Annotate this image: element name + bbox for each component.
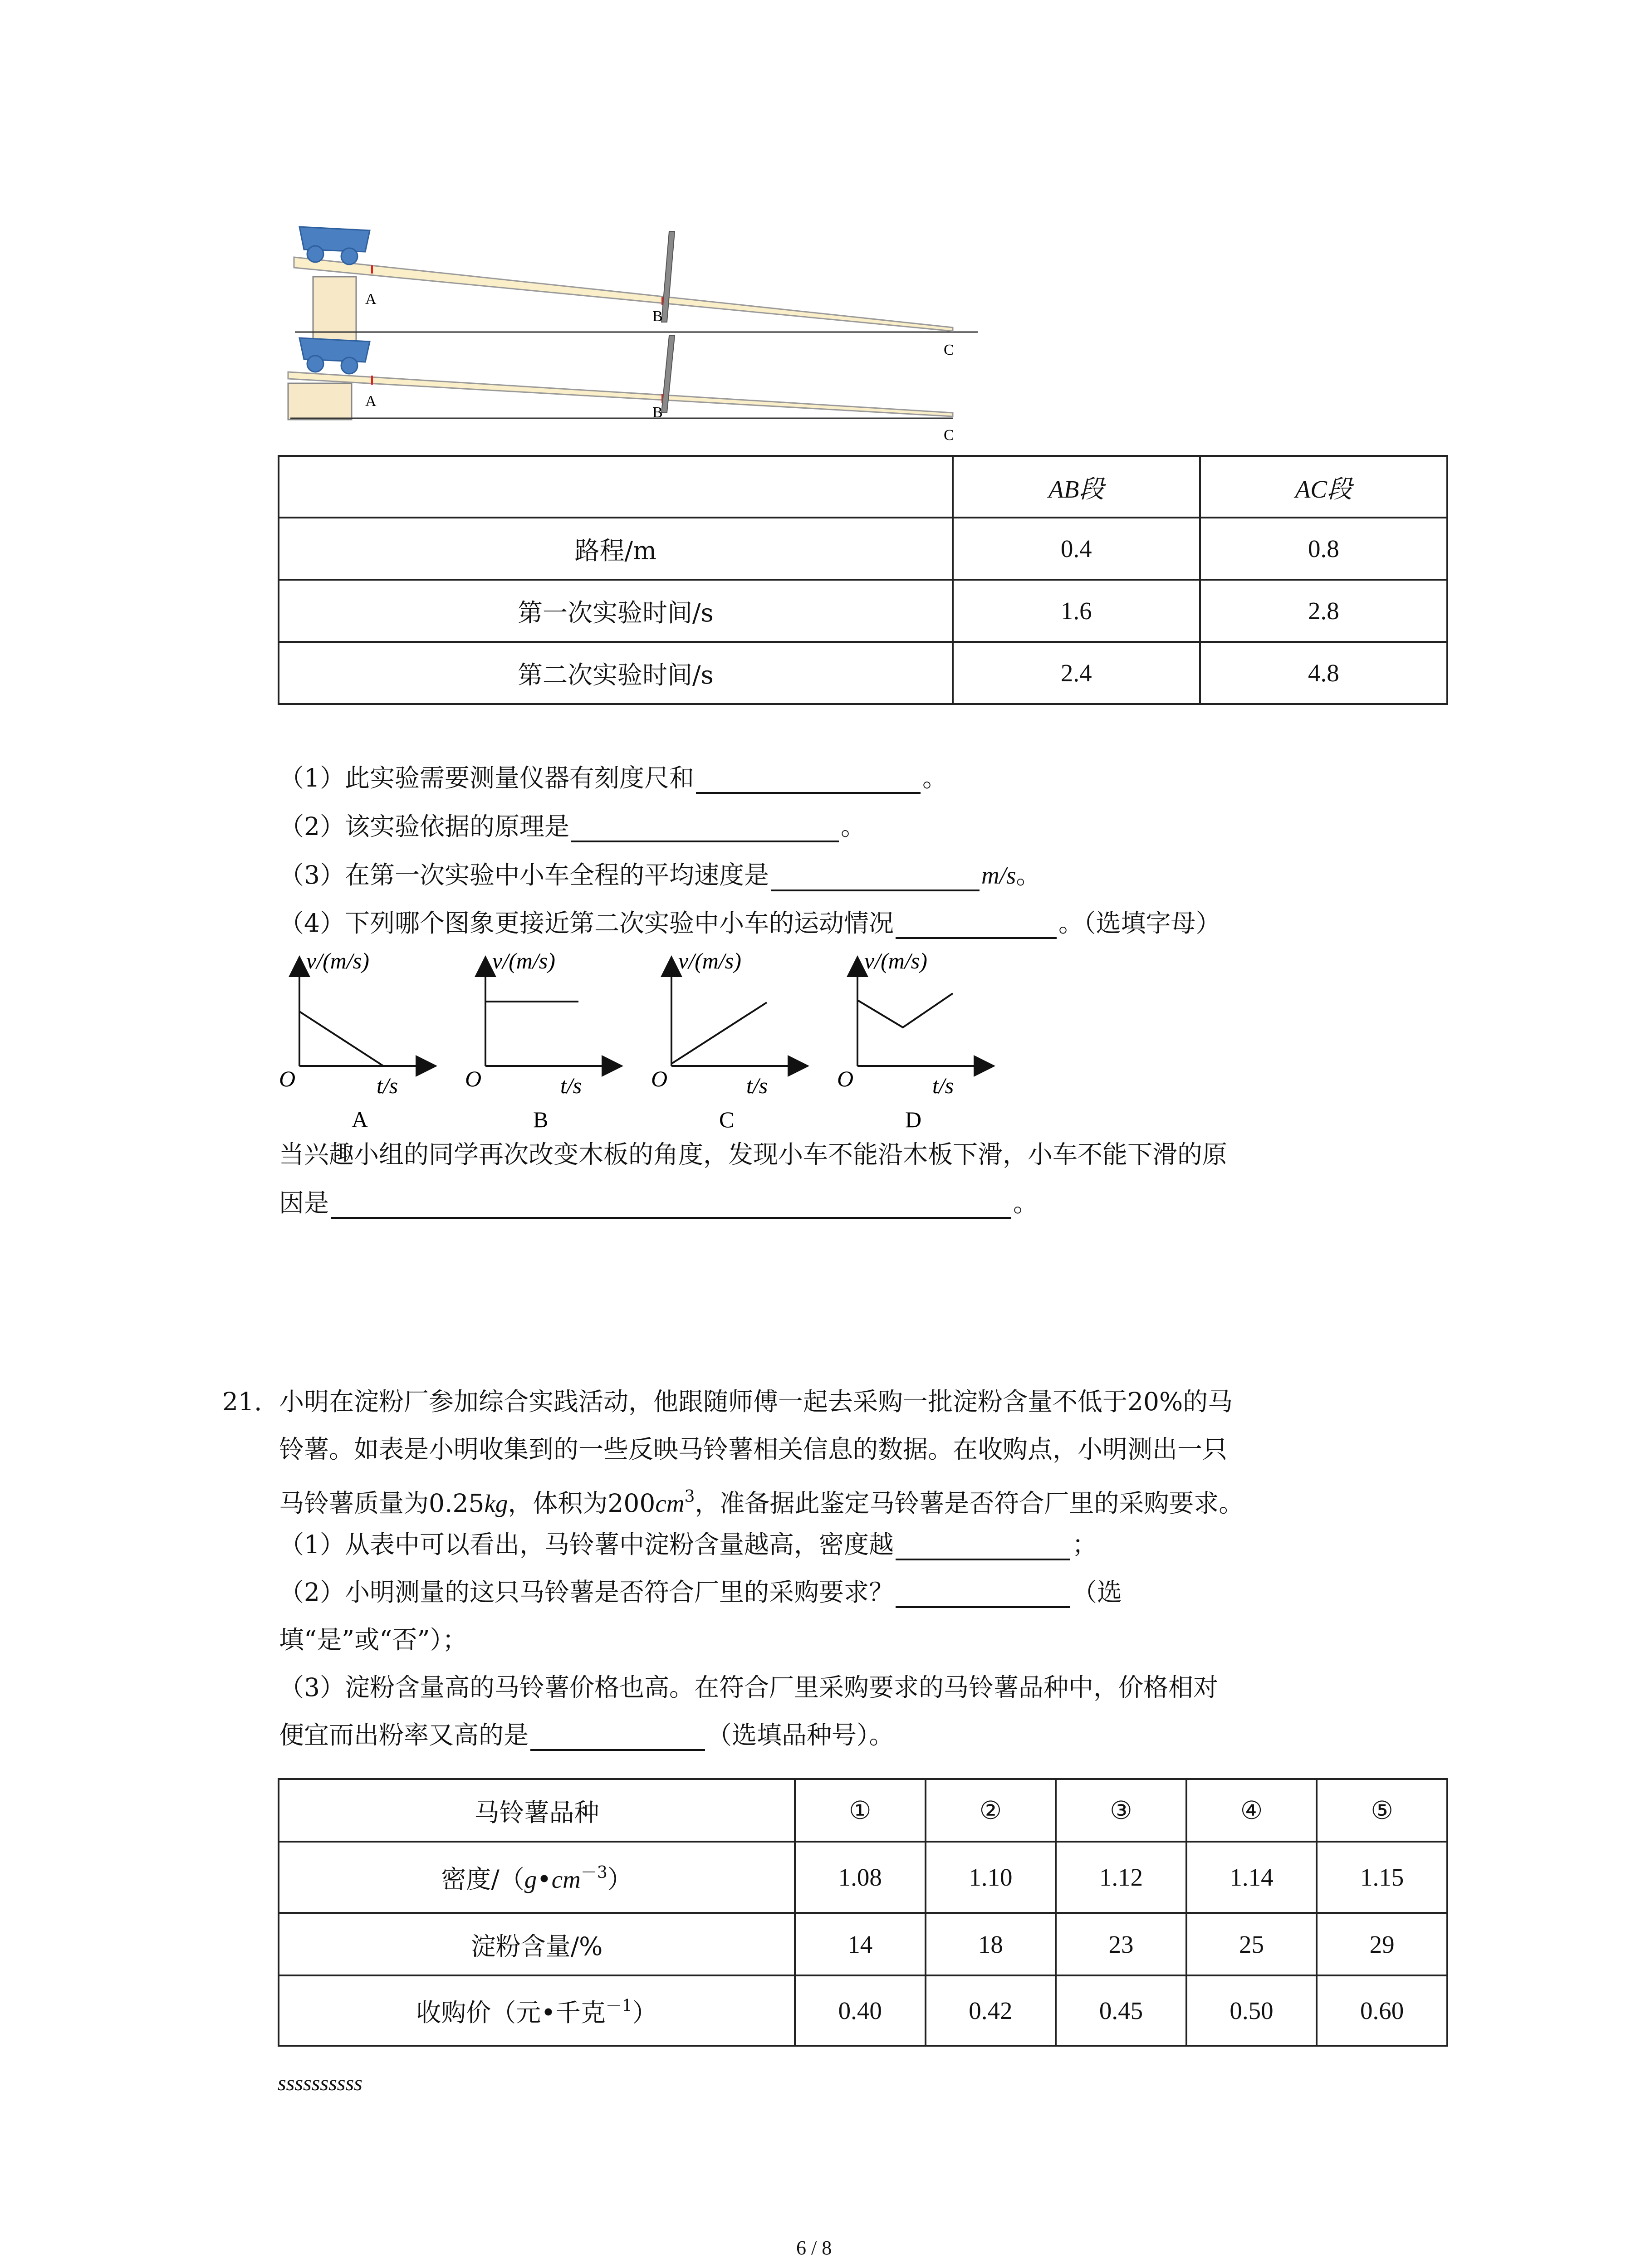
table-cell: 18 bbox=[926, 1913, 1056, 1975]
origin-label: O bbox=[651, 1066, 668, 1091]
table-cell: 25 bbox=[1186, 1913, 1317, 1975]
q21-part1: （1）从表中可以看出，马铃薯中淀粉含量越高，密度越 ； bbox=[279, 1529, 1097, 1560]
table-cell: 0.50 bbox=[1186, 1975, 1317, 2046]
variety-cell: ① bbox=[795, 1779, 926, 1842]
origin-label: O bbox=[837, 1066, 854, 1091]
table-row bbox=[279, 642, 1447, 704]
label-C-upper: C bbox=[944, 342, 954, 358]
label-A-upper: A bbox=[365, 291, 377, 308]
table-cell: 0.45 bbox=[1056, 1975, 1186, 2046]
table-cell: 1.6 bbox=[953, 580, 1200, 642]
x-axis-label: t/s bbox=[560, 1073, 582, 1098]
table-cell: 2.8 bbox=[1200, 580, 1447, 642]
table-cell: 4.8 bbox=[1200, 642, 1447, 704]
row-label: 马铃薯品种 bbox=[279, 1779, 795, 1842]
row-label: 淀粉含量/% bbox=[279, 1913, 795, 1975]
label-B-upper: B bbox=[652, 308, 663, 325]
q21-part3-line1: （3）淀粉含量高的马铃薯价格也高。在符合厂里采购要求的马铃薯品种中，价格相对 bbox=[279, 1673, 1218, 1702]
q21-part3-line2: 便宜而出粉率又高的是 （选填品种号）。 bbox=[279, 1719, 894, 1751]
table-header-row bbox=[279, 1779, 1447, 1842]
answer-blank[interactable] bbox=[896, 1580, 1070, 1608]
table-header-cell bbox=[279, 456, 953, 518]
table-cell: 1.10 bbox=[926, 1842, 1056, 1913]
barrier-upper bbox=[661, 231, 675, 322]
answer-blank[interactable] bbox=[530, 1723, 705, 1751]
cart-lower bbox=[299, 338, 370, 374]
answer-blank[interactable] bbox=[771, 863, 980, 891]
row-label: 路程/m bbox=[279, 518, 953, 580]
table-row bbox=[279, 1913, 1447, 1975]
table-row bbox=[279, 518, 1447, 580]
variety-cell: ③ bbox=[1056, 1779, 1186, 1842]
table-cell: 2.4 bbox=[953, 642, 1200, 704]
graph-A bbox=[279, 948, 426, 1132]
graph-line bbox=[857, 993, 953, 1027]
graph-letter: D bbox=[905, 1107, 922, 1132]
x-axis-label: t/s bbox=[932, 1073, 954, 1098]
variety-cell: ④ bbox=[1186, 1779, 1317, 1842]
timing-table bbox=[278, 455, 1448, 705]
graph-letter: C bbox=[719, 1107, 735, 1132]
table-cell: 0.60 bbox=[1317, 1975, 1447, 2046]
q20-part1: （1）此实验需要测量仪器有刻度尺和 。 bbox=[279, 762, 947, 794]
answer-blank[interactable] bbox=[896, 1532, 1070, 1560]
table-cell: 0.42 bbox=[926, 1975, 1056, 2046]
q21-part2: （2）小明测量的这只马铃薯是否符合厂里的采购要求？ （选 bbox=[279, 1576, 1122, 1608]
table-cell: 1.12 bbox=[1056, 1842, 1186, 1913]
potato-table bbox=[278, 1778, 1448, 2047]
graph-letter: B bbox=[533, 1107, 549, 1132]
table-cell: 29 bbox=[1317, 1913, 1447, 1975]
stray-text: ssssssssss bbox=[278, 2071, 362, 2095]
table-header-row bbox=[279, 456, 1447, 518]
table-cell: 1.08 bbox=[795, 1842, 926, 1913]
label-B-lower: B bbox=[652, 404, 663, 421]
q20-part2: （2）该实验依据的原理是 。 bbox=[279, 811, 866, 842]
answer-blank[interactable] bbox=[331, 1191, 1011, 1219]
graph-D bbox=[837, 948, 985, 1132]
table-cell: 23 bbox=[1056, 1913, 1186, 1975]
table-header-cell: AB段 bbox=[953, 456, 1200, 518]
table-cell: 0.8 bbox=[1200, 518, 1447, 580]
graph-C bbox=[651, 948, 798, 1132]
y-axis-label: v/(m/s) bbox=[678, 948, 741, 973]
table-row bbox=[279, 1842, 1447, 1913]
x-axis-label: t/s bbox=[377, 1073, 398, 1098]
row-label: 第一次实验时间/s bbox=[279, 580, 953, 642]
q20-part4: （4）下列哪个图象更接近第二次实验中小车的运动情况 。（选填字母） bbox=[279, 907, 1221, 939]
variety-cell: ② bbox=[926, 1779, 1056, 1842]
support-block-lower bbox=[288, 383, 352, 420]
graph-line bbox=[299, 1012, 383, 1066]
graph-letter: A bbox=[352, 1107, 368, 1132]
label-A-lower: A bbox=[365, 393, 377, 410]
table-cell: 14 bbox=[795, 1913, 926, 1975]
board-lower bbox=[288, 372, 953, 416]
table-header-cell: AC段 bbox=[1200, 456, 1447, 518]
table-row bbox=[279, 1975, 1447, 2046]
y-axis-label: v/(m/s) bbox=[306, 948, 369, 973]
table-row bbox=[279, 580, 1447, 642]
q21-line1: 小明在淀粉厂参加综合实践活动，他跟随师傅一起去采购一批淀粉含量不低于20%的马 bbox=[279, 1387, 1233, 1416]
y-axis-label: v/(m/s) bbox=[492, 948, 555, 973]
ramp-experiment-diagram bbox=[272, 213, 980, 458]
answer-blank[interactable] bbox=[896, 911, 1057, 939]
q20-part5-line2: 因是 。 bbox=[279, 1187, 1038, 1219]
q21-number: 21. bbox=[222, 1387, 262, 1416]
vt-graph-options bbox=[272, 948, 1021, 1139]
q21-line2: 铃薯。如表是小明收集到的一些反映马铃薯相关信息的数据。在收购点，小明测出一只 bbox=[279, 1435, 1228, 1464]
origin-label: O bbox=[279, 1066, 296, 1091]
ramp-setup-upper bbox=[294, 227, 978, 358]
row-label: 第二次实验时间/s bbox=[279, 642, 953, 704]
answer-blank[interactable] bbox=[696, 766, 921, 794]
variety-cell: ⑤ bbox=[1317, 1779, 1447, 1842]
row-label: 密度$/(g•cm^{-3})$ bbox=[279, 1842, 795, 1913]
table-cell: 1.14 bbox=[1186, 1842, 1317, 1913]
origin-label: O bbox=[465, 1066, 482, 1091]
label-C-lower: C bbox=[944, 427, 954, 444]
page-number: 6 / 8 bbox=[796, 2237, 832, 2259]
table-cell: 1.15 bbox=[1317, 1842, 1447, 1913]
cart-upper bbox=[299, 227, 370, 264]
x-axis-label: t/s bbox=[746, 1073, 768, 1098]
board-upper bbox=[294, 257, 953, 331]
row-label: 收购价（元•千克$^{-1}$） bbox=[279, 1975, 795, 2046]
table-cell: 0.4 bbox=[953, 518, 1200, 580]
table-cell: 0.40 bbox=[795, 1975, 926, 2046]
answer-blank[interactable] bbox=[571, 814, 839, 842]
graph-line bbox=[671, 1002, 767, 1064]
ramp-setup-lower bbox=[288, 336, 954, 444]
q21-line3: 马铃薯质量为0.25kg，体积为$200cm^3$，准备据此鉴定马铃薯是否符合厂里的采购要求。 bbox=[279, 1487, 1244, 1518]
q21-part2-line2: 填“是”或“否”）； bbox=[279, 1625, 467, 1654]
y-axis-label: v/(m/s) bbox=[864, 948, 927, 973]
graph-B bbox=[465, 948, 612, 1132]
q20-part3: （3）在第一次实验中小车全程的平均速度是 m/s。 bbox=[279, 859, 1041, 891]
q20-part5-line1: 当兴趣小组的同学再次改变木板的角度，发现小车不能沿木板下滑，小车不能下滑的原 bbox=[279, 1140, 1228, 1169]
